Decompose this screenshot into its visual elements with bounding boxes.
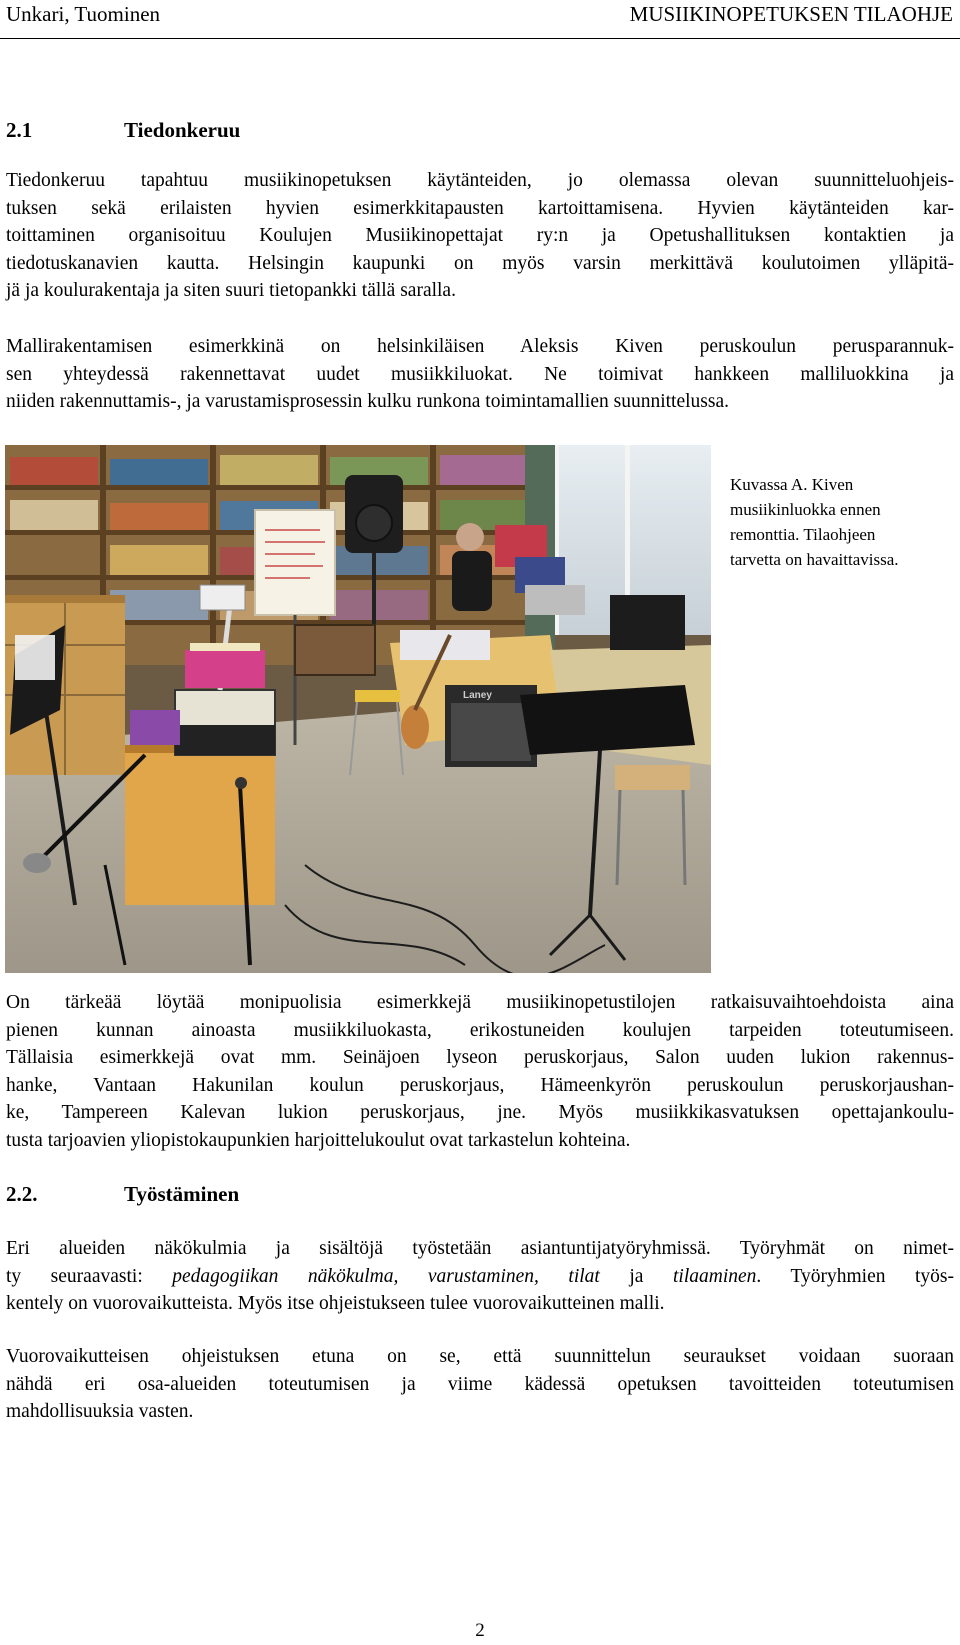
page-number: 2: [475, 1620, 485, 1641]
text-line: nähdä eri osa-alueiden toteutumisen ja viime kädessä opetuksen tavoitteiden toteutumisen: [6, 1373, 954, 1395]
section-title: Työstäminen: [124, 1182, 240, 1206]
header-document-title: MUSIIKINOPETUKSEN TILAOHJE: [629, 2, 953, 26]
caption-line: tarvetta on havaittavissa.: [730, 550, 899, 569]
text-line: tusta tarjoavien yliopistokaupunkien harjoittelukoulut ovat tarkastelun kohteina.: [6, 1129, 631, 1151]
text-line: tuksen sekä erilaisten hyvien esimerkkitapausten kartoittamisena. Hyvien käytänteiden kar-: [6, 197, 954, 219]
section-title: Tiedonkeruu: [124, 118, 241, 142]
paragraph-tiedonkeruu: [6, 167, 954, 305]
text-line: [6, 1263, 954, 1291]
italic-tilaaminen: tilaaminen: [672, 1265, 757, 1287]
section-number: 2.1: [6, 118, 33, 142]
text-line: Vuorovaikutteisen ohjeistuksen etuna on se, että suunnittelun seuraukset voidaan suoraan: [6, 1346, 954, 1367]
text-line: hanke, Vantaan Hakunilan koulun peruskorjaus, Hämeenkyrön peruskoulun peruskorjaushan-: [6, 1074, 954, 1096]
classroom-photo: [5, 445, 711, 973]
text-line: Eri alueiden näkökulmia ja sisältöjä työstetään asiantuntijatyöryhmissä. Työryhmät on nimet-: [6, 1238, 954, 1259]
paragraph-tyostaminen: [6, 1235, 954, 1318]
section-heading-2-1: [6, 118, 240, 143]
paragraph-esimerkit: [6, 989, 954, 1154]
figure-caption: [730, 472, 940, 572]
text-line: mahdollisuuksia vasten.: [6, 1401, 194, 1422]
text-line: tiedotuskanavien kautta. Helsingin kaupunki on myös varsin merkittävä koulutoimen ylläpitä-: [6, 252, 954, 274]
page-header: [0, 0, 960, 40]
text-line: toittaminen organisoituu Koulujen Musiikinopettajat ry:n ja Opetushallituksen kontaktien ja: [6, 225, 954, 246]
section-heading-2-2: [6, 1182, 239, 1207]
text-line: jä ja koulurakentaja ja siten suuri tietopankki tällä saralla.: [6, 280, 456, 301]
text-line: Tällaisia esimerkkejä ovat mm. Seinäjoen lyseon peruskorjaus, Salon uuden lukion rakennus-: [6, 1047, 954, 1068]
text-line: Mallirakentamisen esimerkkinä on helsinkiläisen Aleksis Kiven peruskoulun perusparannuk-: [6, 336, 954, 357]
text-line: On tärkeää löytää monipuolisia esimerkkejä musiikinopetustilojen ratkaisuvaihtoehdoista aina: [6, 992, 954, 1013]
text-fragment: ja: [599, 1265, 673, 1287]
text-line: pienen kunnan ainoasta musiikkiluokasta, erikostuneiden koulujen tarpeiden toteutumiseen.: [6, 1019, 954, 1041]
header-rule: [0, 38, 960, 39]
header-authors: Unkari, Tuominen: [6, 2, 161, 26]
text-fragment: . Työryhmien työs-: [756, 1265, 955, 1287]
caption-line: Kuvassa A. Kiven: [730, 475, 854, 494]
caption-line: remonttia. Tilaohjeen: [730, 525, 876, 544]
section-number: 2.2.: [6, 1182, 38, 1206]
text-line: ke, Tampereen Kalevan lukion peruskorjaus, jne. Myös musiikkikasvatuksen opettajankoulu-: [6, 1102, 954, 1123]
text-line: niiden rakennuttamis-, ja varustamisprosessin kulku runkona toimintamallien suunnittelussa.: [6, 391, 730, 412]
text-fragment: ty seuraavasti:: [6, 1265, 173, 1287]
italic-working-groups: pedagogiikan näkökulma, varustaminen, tilat: [172, 1265, 600, 1287]
text-line: sen yhteydessä rakennettavat uudet musiikkiluokat. Ne toimivat hankkeen malliluokkina ja: [6, 363, 954, 385]
caption-line: musiikinluokka ennen: [730, 500, 881, 519]
text-line: kentely on vuorovaikutteista. Myös itse ohjeistukseen tulee vuorovaikutteinen malli.: [6, 1293, 665, 1314]
text-line: Tiedonkeruu tapahtuu musiikinopetuksen käytänteiden, jo olemassa olevan suunnitteluohjeis-: [6, 170, 954, 191]
paragraph-mallirakentaminen: [6, 333, 954, 416]
paragraph-vuorovaikutteisuus: [6, 1343, 954, 1426]
amp-brand-label: Laney: [463, 690, 492, 701]
